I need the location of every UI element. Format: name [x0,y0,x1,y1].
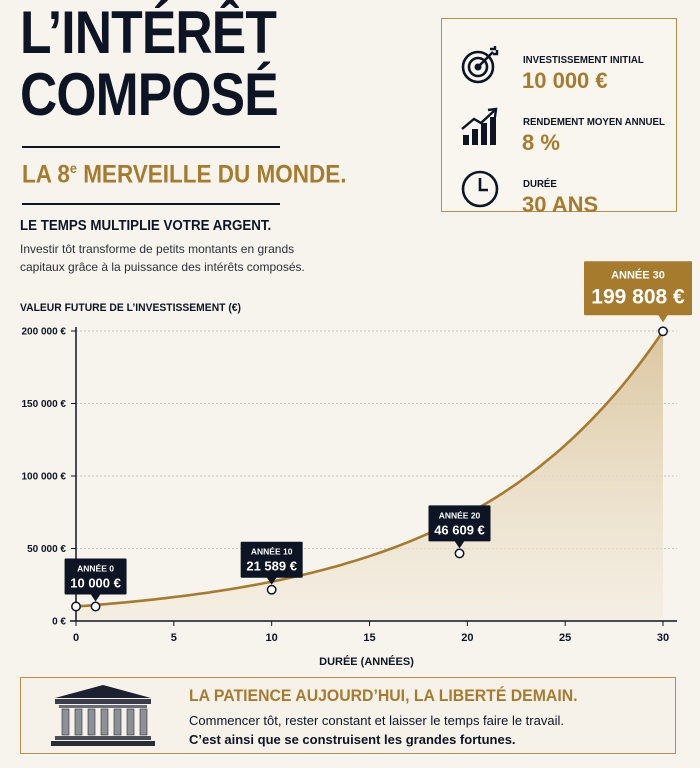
data-point [659,327,667,335]
target-icon [460,45,500,85]
stat-value: 10 000 € [522,68,608,93]
callout-value: 46 609 € [434,522,485,538]
clock-icon [460,169,500,209]
callout-label: ANNÉE 30 [611,269,665,282]
x-axis-label: DURÉE (ANNÉES) [319,656,414,668]
stat-label: RENDEMENT MOYEN ANNUEL [523,116,665,128]
data-point [72,602,80,610]
stat-label: INVESTISSEMENT INITIAL [523,54,644,66]
callout-value: 199 808 € [591,285,685,309]
callout-label: ANNÉE 20 [438,510,481,521]
tagline: LE TEMPS MULTIPLIE VOTRE ARGENT. [20,218,272,234]
title-line-1: L’INTÉRÊT [20,0,277,66]
stats-panel [441,18,677,217]
data-point [91,602,99,610]
x-tick-label: 30 [656,632,670,644]
growth-chart-icon [460,107,500,147]
growth-chart [0,250,700,675]
stat-value: 30 ANS [522,192,599,217]
y-tick-label: 150 000 € [21,399,66,410]
y-tick-label: 100 000 € [21,471,66,483]
x-tick-label: 15 [363,632,376,644]
temple-icon [51,684,155,746]
footer-line-2: C’est ainsi que se construisent les grandes fortunes. [189,732,516,747]
page-title [20,2,278,126]
data-point [455,549,463,557]
subtitle-pre: LA 8 [22,160,70,189]
callout-label: ANNÉE 10 [250,546,293,557]
callout-pointer [658,315,668,323]
stat-label: DURÉE [523,178,557,190]
title-divider [22,146,280,148]
footer-line-1: Commencer tôt, rester constant et laisser le temps faire le travail. [189,713,564,728]
subtitle [22,160,347,189]
callout-value: 21 589 € [246,558,297,574]
callout [584,261,692,322]
stat-value: 8 % [522,130,560,155]
chart-title: VALEUR FUTURE DE L’INVESTISSEMENT (€) [20,302,241,314]
title-line-2: COMPOSÉ [20,61,278,128]
stat-initial-investment [442,37,676,97]
subtitle-post: MERVEILLE DU MONDE. [76,160,347,189]
y-tick-label: 0 € [52,616,66,628]
callout [65,559,127,602]
intro-text: Investir tôt transforme de petits montants en grands capitaux grâce à la puissance des intérêts composés. [20,242,305,274]
footer-banner [20,677,676,754]
y-tick-label: 50 000 € [27,544,66,555]
footer-title: LA PATIENCE AUJOURD’HUI, LA LIBERTÉ DEMAIN. [189,686,578,705]
stat-annual-return [442,99,676,159]
x-tick-label: 20 [461,632,474,644]
subtitle-divider [22,203,280,205]
stat-duration [442,161,676,221]
x-tick-label: 5 [170,632,177,644]
x-tick-label: 25 [559,632,572,644]
x-tick-label: 10 [265,632,278,644]
x-tick-label: 0 [72,632,80,644]
callout-value: 10 000 € [70,575,121,591]
callout-pointer [91,594,101,602]
callout-label: ANNÉE 0 [77,563,114,574]
data-point [267,585,275,593]
y-tick-label: 200 000 € [21,326,66,338]
subtitle-superscript: e [69,160,77,176]
